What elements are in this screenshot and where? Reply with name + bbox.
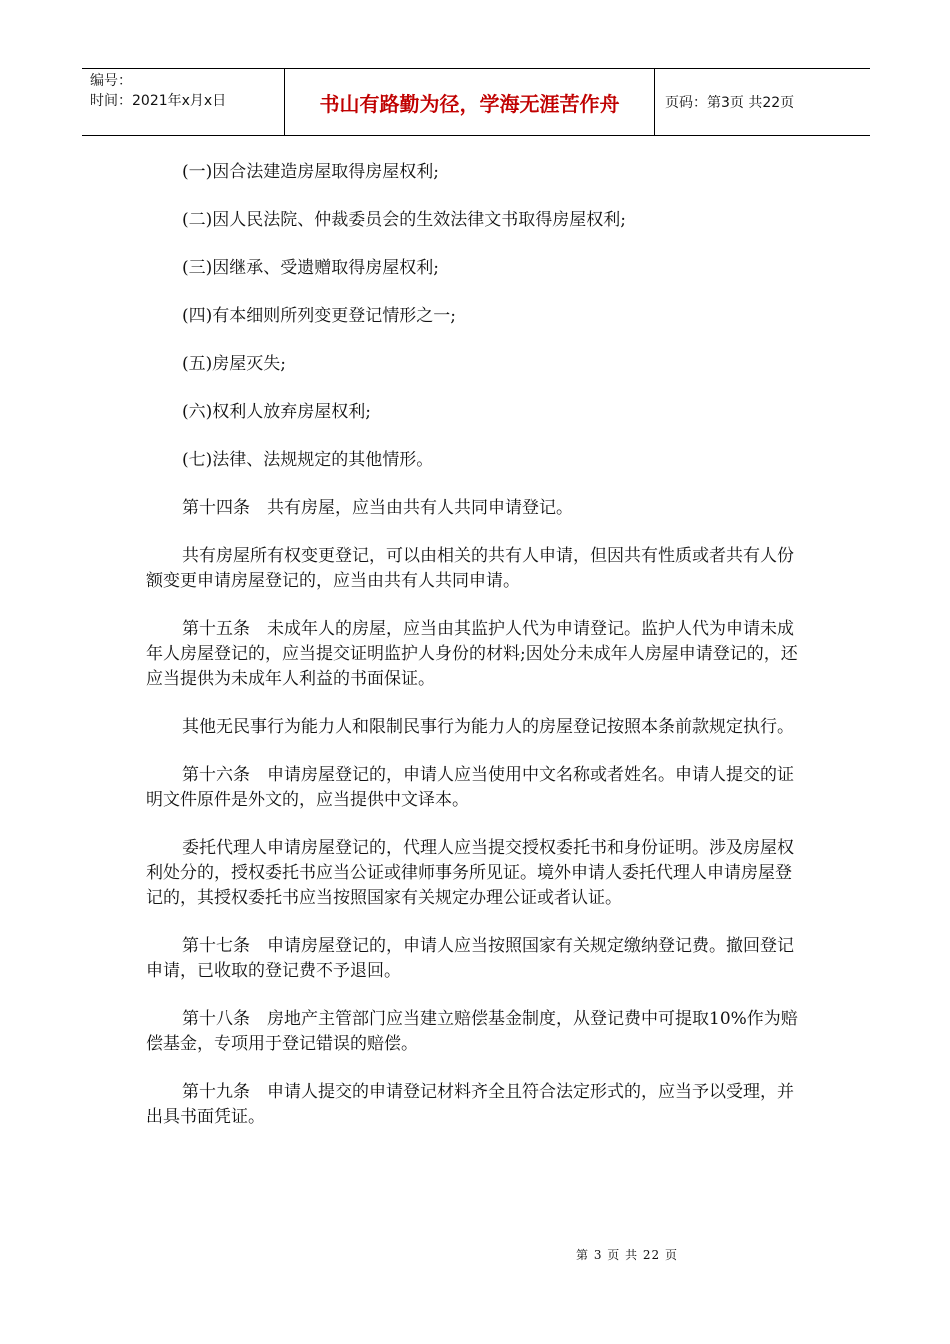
article-paragraph: 第十四条 共有房屋，应当由共有人共同申请登记。: [182, 498, 573, 518]
document-body: [146, 160, 806, 1130]
article-paragraph: 第十八条 房地产主管部门应当建立赔偿基金制度，从登记费中可提取10%作为赔偿基金，专项用于登记错误的赔偿。: [146, 1009, 798, 1054]
paragraph: (七)法律、法规规定的其他情形。: [182, 450, 434, 470]
paragraph: 其他无民事行为能力人和限制民事行为能力人的房屋登记按照本条前款规定执行。: [182, 717, 794, 737]
header-page-info: 页码：第3页 共22页: [665, 95, 795, 111]
header-motto: 书山有路勤为径，学海无涯苦作舟: [284, 69, 655, 135]
article-paragraph: 第十五条 未成年人的房屋，应当由其监护人代为申请登记。监护人代为申请未成年人房屋登记的，应当提交证明监护人身份的材料;因处分未成年人房屋申请登记的，还应当提供为未成年人利益的书面保证。: [146, 619, 798, 689]
header-meta: [82, 69, 284, 135]
document-number-label: 编号：: [90, 73, 132, 89]
footer-page-number: 第 3 页 共 22 页: [576, 1248, 678, 1262]
article-paragraph: 第十九条 申请人提交的申请登记材料齐全且符合法定形式的，应当予以受理，并出具书面凭证。: [146, 1082, 794, 1127]
paragraph: (四)有本细则所列变更登记情形之一;: [182, 306, 456, 326]
paragraph: (六)权利人放弃房屋权利;: [182, 402, 371, 422]
paragraph: (二)因人民法院、仲裁委员会的生效法律文书取得房屋权利;: [182, 210, 626, 230]
paragraph: 共有房屋所有权变更登记，可以由相关的共有人申请，但因共有性质或者共有人份额变更申请房屋登记的，应当由共有人共同申请。: [146, 546, 794, 591]
paragraph: (一)因合法建造房屋取得房屋权利;: [182, 162, 439, 182]
article-paragraph: 第十六条 申请房屋登记的，申请人应当使用中文名称或者姓名。申请人提交的证明文件原件是外文的，应当提供中文译本。: [146, 765, 794, 810]
paragraph: 委托代理人申请房屋登记的，代理人应当提交授权委托书和身份证明。涉及房屋权利处分的，授权委托书应当公证或律师事务所见证。境外申请人委托代理人申请房屋登记的，其授权委托书应当按照国家有关规定办理公证或者认证。: [146, 838, 794, 908]
article-paragraph: 第十七条 申请房屋登记的，申请人应当按照国家有关规定缴纳登记费。撤回登记申请，已收取的登记费不予退回。: [146, 936, 794, 981]
page-footer: [0, 1246, 950, 1263]
paragraph: (五)房屋灭失;: [182, 354, 286, 374]
document-date: 时间：2021年x月x日: [90, 93, 227, 109]
paragraph: (三)因继承、受遗赠取得房屋权利;: [182, 258, 439, 278]
page-header: [82, 68, 870, 136]
